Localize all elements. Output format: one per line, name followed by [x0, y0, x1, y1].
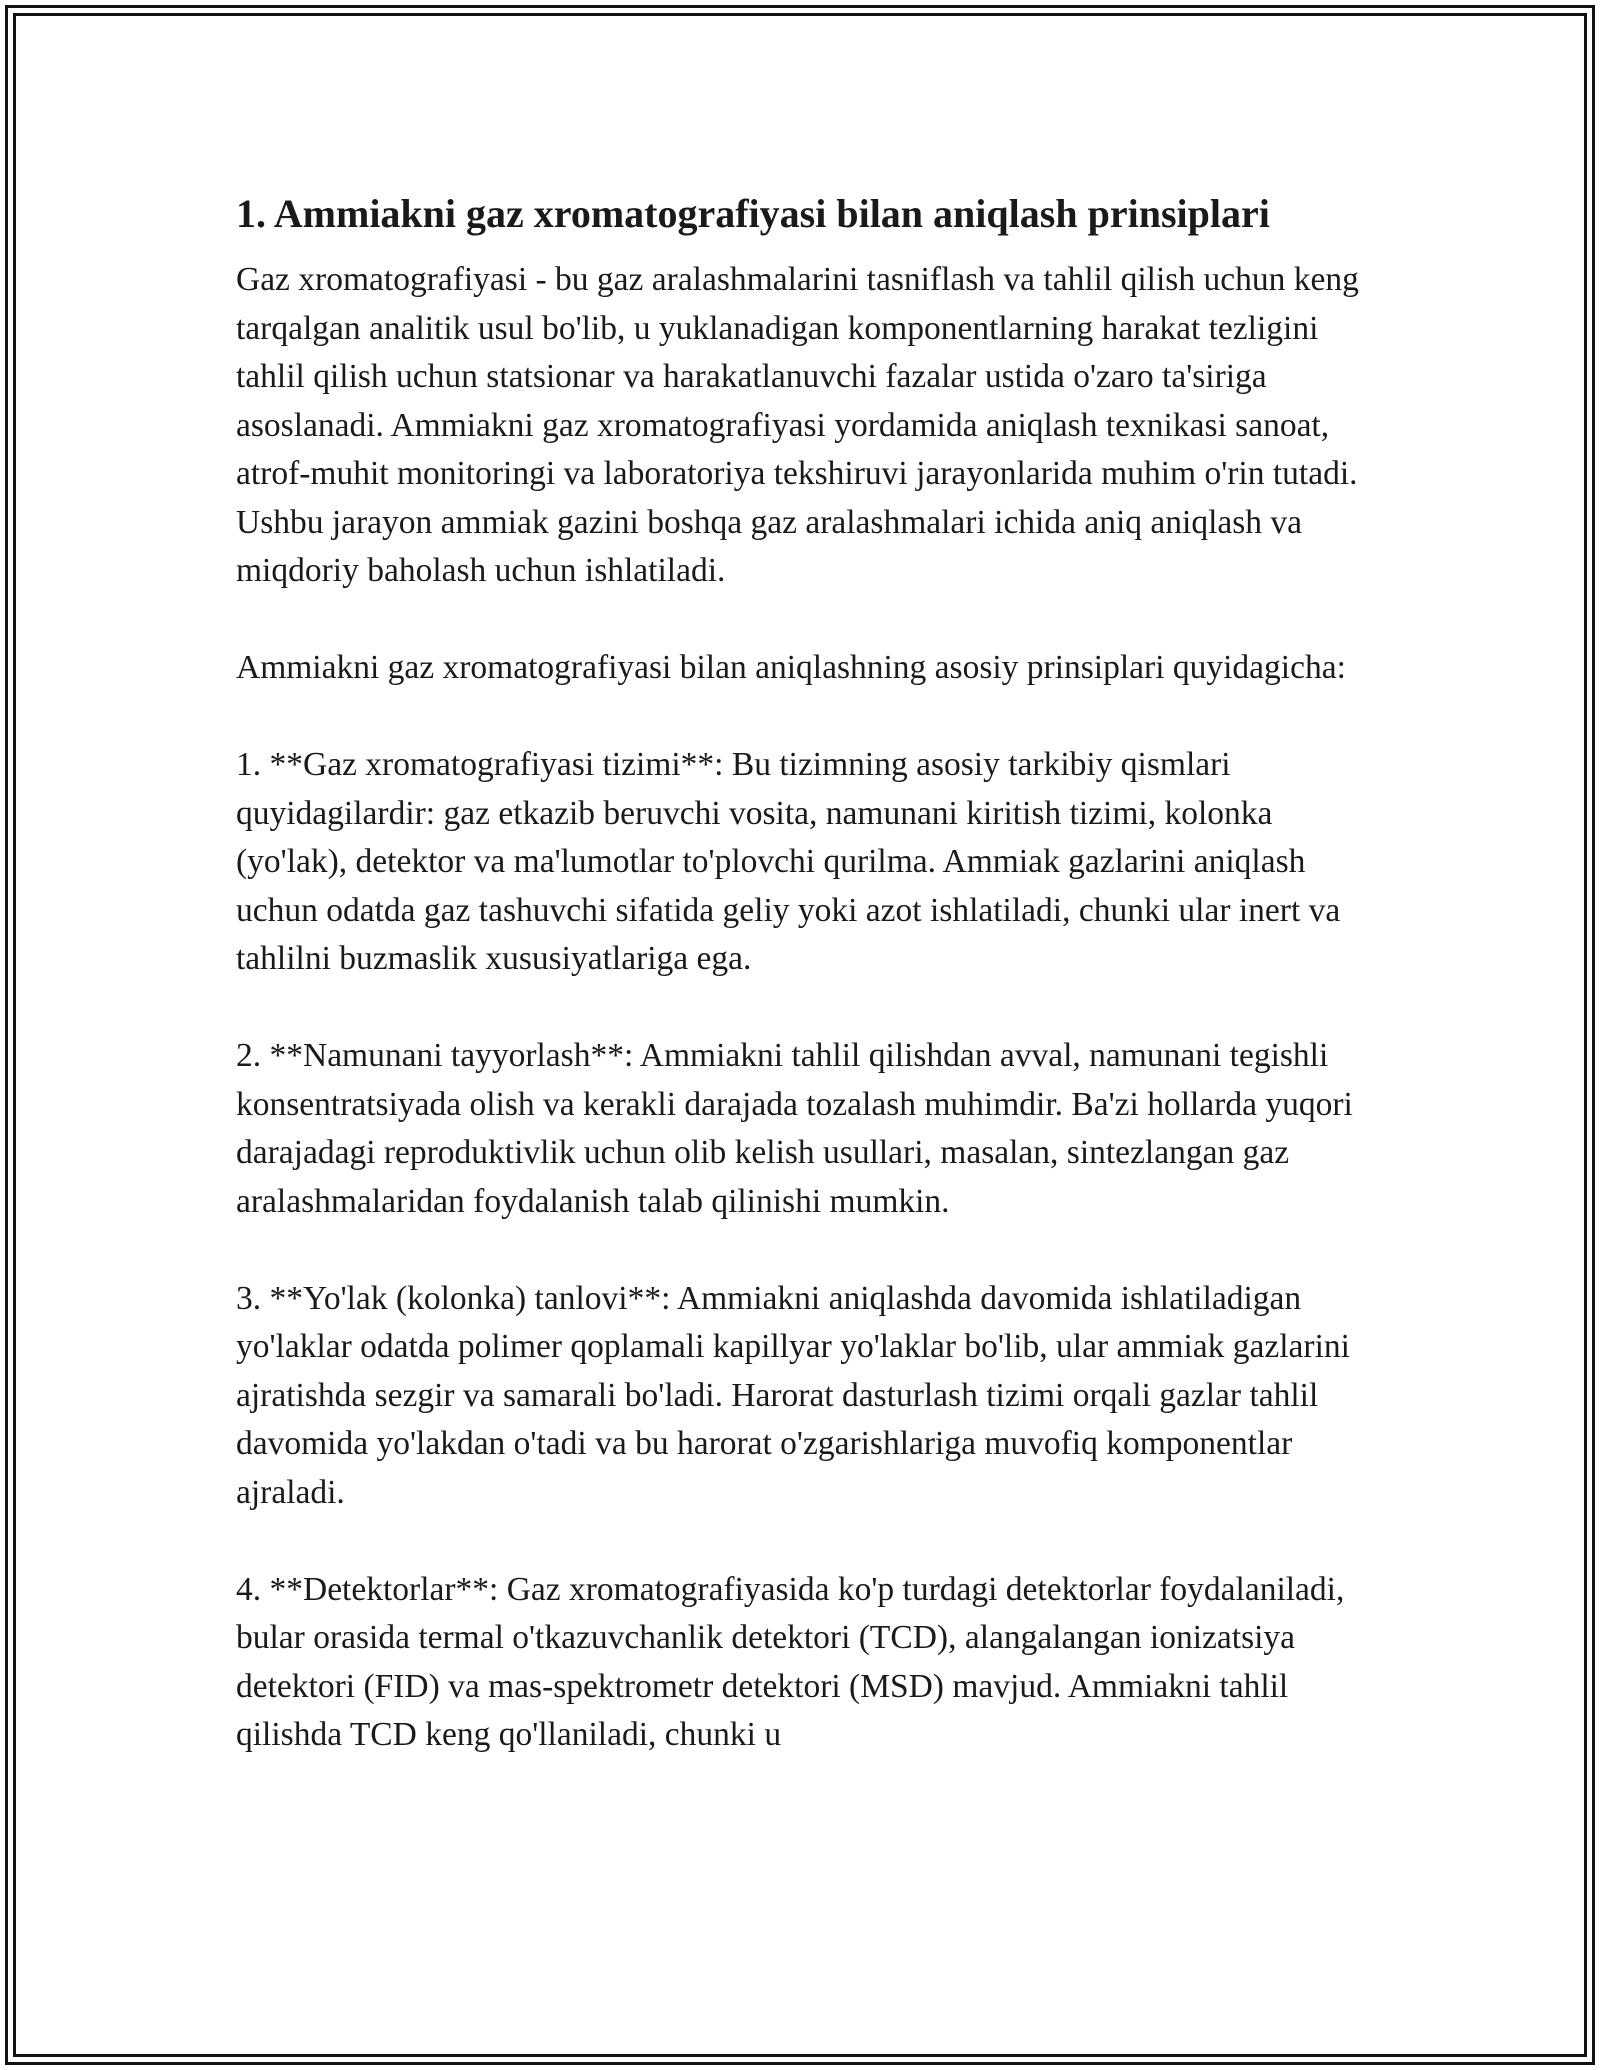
paragraph-item-4: 4. **Detektorlar**: Gaz xromatografiyasida ko'p turdagi detektorlar foydalaniladi, bular orasida termal o'tkazuvchanlik detektori (TCD), alangalangan ionizatsiya detektori (FID) va mas-spektrometr detektori (MSD) mavjud. Ammiakni tahlil qilishda TCD keng qo'llaniladi, chunki u — [236, 1570, 1345, 1753]
paragraph-item-3: 3. **Yo'lak (kolonka) tanlovi**: Ammiakni aniqlashda davomida ishlatiladigan yo'laklar odatda polimer qoplamali kapillyar yo'laklar bo'lib, ular ammiak gazlarini ajratishda sezgir va samarali bo'ladi. Harorat dasturlash tizimi orqali gazlar tahlil davomida yo'lakdan o'tadi va bu harorat o'zgarishlariga muvofiq komponentlar ajraladi. — [236, 1279, 1350, 1511]
paragraph-gap — [236, 1226, 1376, 1275]
paragraph-gap — [236, 1517, 1376, 1566]
paragraph-intro: Gaz xromatografiyasi - bu gaz aralashmalarini tasniflash va tahlil qilish uchun keng tarqalgan analitik usul bo'lib, u yuklanadigan komponentlarning harakat tezligini tahlil qilish uchun statsionar va harakatlanuvchi fazalar ustida o'zaro ta'siriga asoslanadi. Ammiakni gaz xromatografiyasi yordamida aniqlash texnikasi sanoat, atrof-muhit monitoringi va laboratoriya tekshiruvi jarayonlarida muhim o'rin tutadi. Ushbu jarayon ammiak gazini boshqa gaz aralashmalari ichida aniq aniqlash va miqdoriy baholash uchun ishlatiladi. — [236, 261, 1359, 589]
paragraph-gap — [236, 984, 1376, 1033]
section-heading: 1. Ammiakni gaz xromatografiyasi bilan aniqlash prinsiplari — [236, 191, 1270, 236]
paragraph-item-2: 2. **Namunani tayyorlash**: Ammiakni tahlil qilishdan avval, namunani tegishli konsentratsiyada olish va kerakli darajada tozalash muhimdir. Ba'zi hollarda yuqori darajadagi reproduktivlik uchun olib kelish usullari, masalan, sintezlangan gaz aralashmalaridan foydalanish talab qilinishi mumkin. — [236, 1037, 1353, 1220]
paragraph-gap — [236, 693, 1376, 742]
document-body — [236, 186, 1376, 1760]
paragraph-item-1: 1. **Gaz xromatografiyasi tizimi**: Bu tizimning asosiy tarkibiy qismlari quyidagilardir: gaz etkazib beruvchi vosita, namunani kiritish tizimi, kolonka (yo'lak), detektor va ma'lumotlar to'plovchi qurilma. Ammiak gazlarini aniqlash uchun odatda gaz tashuvchi sifatida geliy yoki azot ishlatiladi, chunki ular inert va tahlilni buzmaslik xususiyatlariga ega. — [236, 746, 1341, 977]
paragraph-principles-lead: Ammiakni gaz xromatografiyasi bilan aniqlashning asosiy prinsiplari quyidagicha: — [236, 649, 1346, 686]
paragraph-gap — [236, 596, 1376, 645]
